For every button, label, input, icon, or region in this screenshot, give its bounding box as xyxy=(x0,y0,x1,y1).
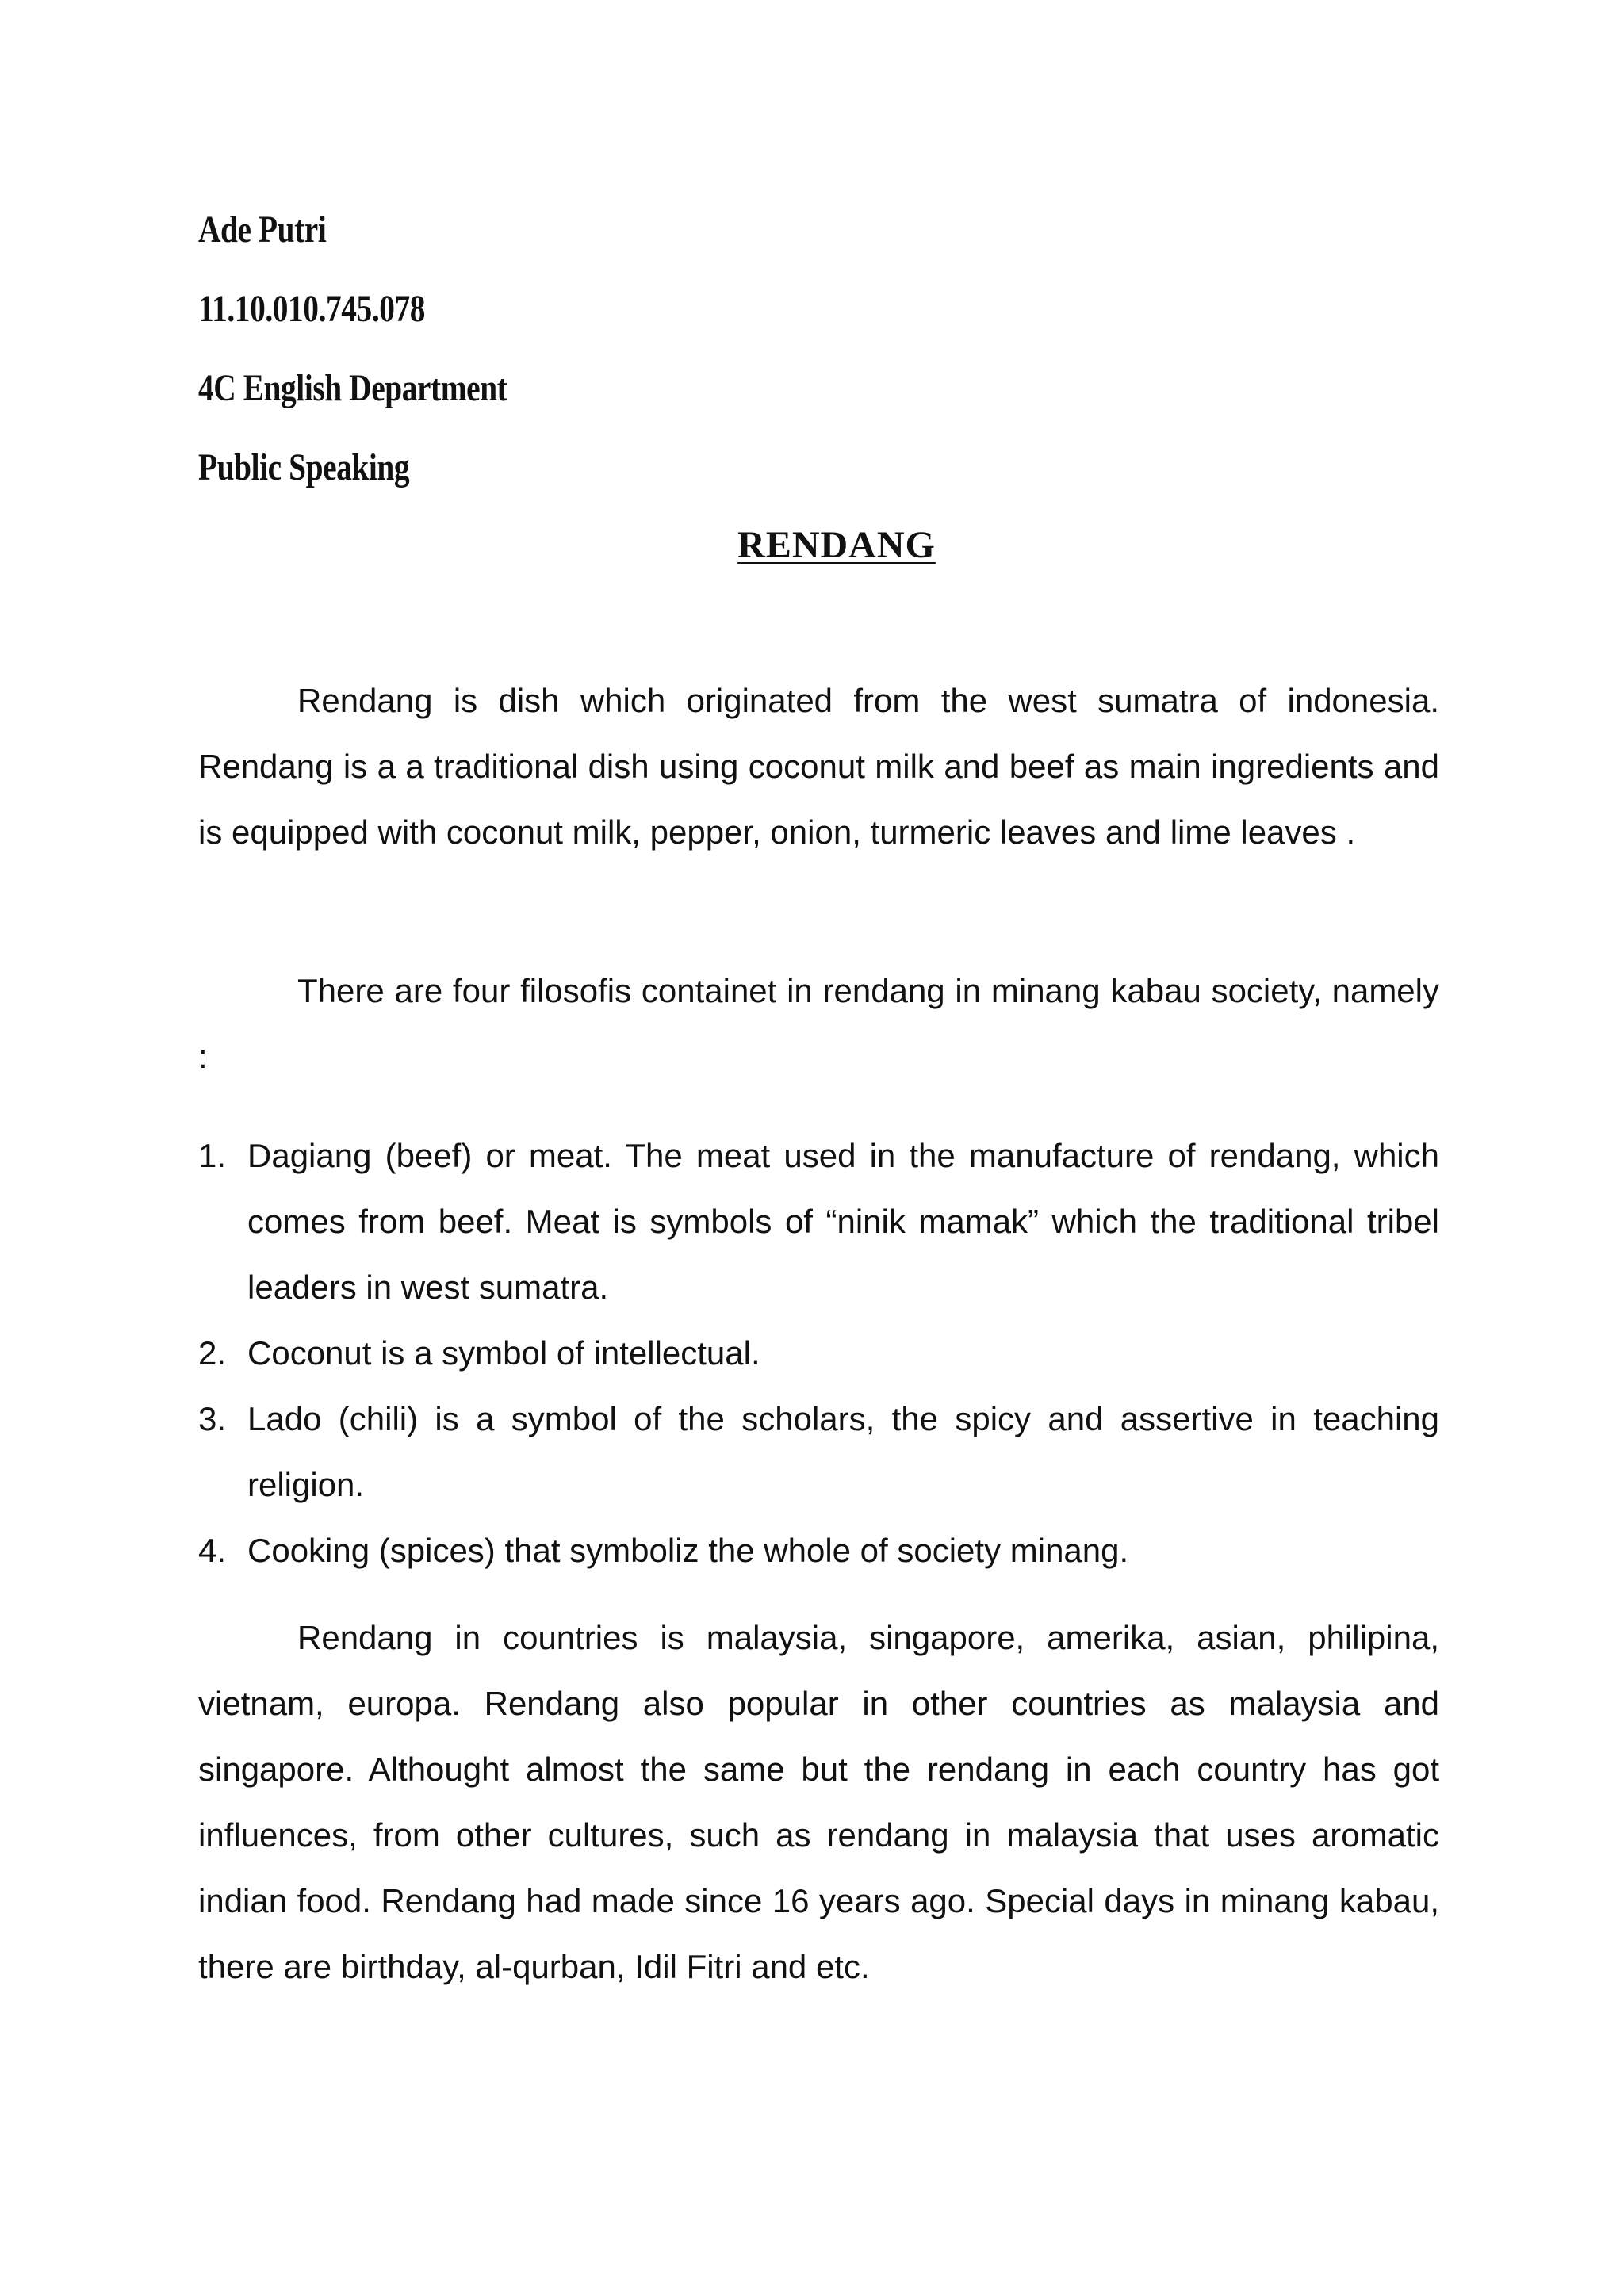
list-item xyxy=(198,1517,1439,1583)
list-item xyxy=(198,1123,1439,1320)
intro-paragraph: Rendang is dish which originated from the west sumatra of indonesia. Rendang is a a traditional dish using coconut milk and beef as main ingredients and is equipped with coconut milk, pepper, onion, turmeric leaves and lime leaves . xyxy=(198,682,1439,851)
list-number: 4. xyxy=(198,1532,227,1569)
list-item-text: Cooking (spices) that symboliz the whole of society minang. xyxy=(247,1532,1129,1569)
class-department: 4C English Department xyxy=(198,367,508,409)
countries-paragraph: Rendang in countries is malaysia, singapore, amerika, asian, philipina, vietnam, europa. Rendang also popular in other countries as malaysia and singapore. Althought almost the same but the rendang in each country has got influences, from other cultures, such as rendang in malaysia that uses aromatic indian food. Rendang had made since 16 years ago. Special days in minang kabau, there are birthday, al-qurban, Idil Fitri and etc. xyxy=(198,1619,1439,1985)
document-title: RENDANG xyxy=(737,524,936,566)
student-id: 11.10.010.745.078 xyxy=(198,288,426,330)
course-name: Public Speaking xyxy=(198,446,410,488)
list-number: 3. xyxy=(198,1400,227,1437)
list-number: 1. xyxy=(198,1137,227,1174)
author-name: Ade Putri xyxy=(198,209,327,251)
list-item-text: Coconut is a symbol of intellectual. xyxy=(247,1334,760,1372)
author-header xyxy=(198,190,912,507)
philosophy-list xyxy=(198,1123,1439,1583)
list-item xyxy=(198,1386,1439,1517)
list-item-text: Dagiang (beef) or meat. The meat used in the manufacture of rendang, which comes from beef. Meat is symbols of “ninik mamak” which the traditional tribel leaders in west sumatra. xyxy=(247,1137,1439,1306)
list-number: 2. xyxy=(198,1334,227,1372)
list-item xyxy=(198,1320,1439,1386)
philosophy-intro-paragraph: There are four filosofis containet in rendang in minang kabau society, namely : xyxy=(198,972,1439,1075)
title-container xyxy=(0,523,1624,567)
list-item-text: Lado (chili) is a symbol of the scholars, the spicy and assertive in teaching religion. xyxy=(247,1400,1439,1503)
